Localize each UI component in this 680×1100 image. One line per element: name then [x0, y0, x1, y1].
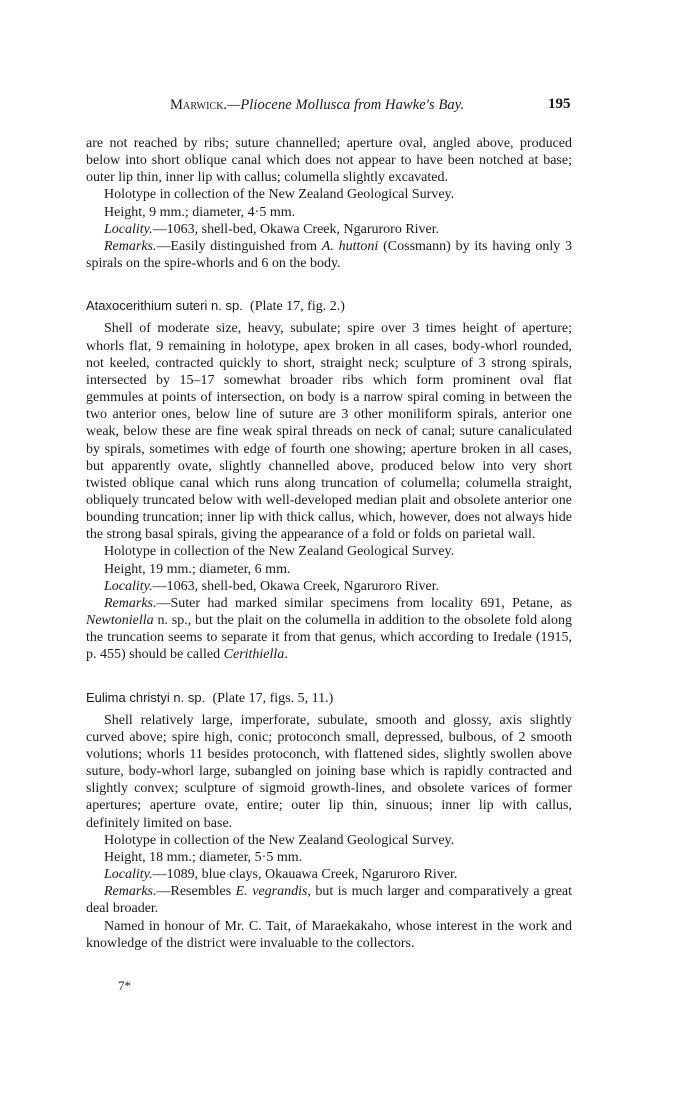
- plate-reference: (Plate 17, fig. 2.): [250, 299, 345, 315]
- species-reference: E. vegrandis: [235, 884, 308, 900]
- height-line: Height, 19 mm.; diameter, 6 mm.: [104, 561, 291, 577]
- genus-reference: Cerithiella: [223, 647, 285, 663]
- species-reference: A. huttoni: [321, 238, 379, 254]
- remarks-paragraph: [86, 238, 572, 272]
- locality-text: —1063, shell-bed, Okawa Creek, Ngaruroro River.: [152, 578, 440, 594]
- remarks-text: —Resembles: [156, 884, 232, 900]
- locality-label: Locality.: [104, 578, 153, 594]
- remarks-label: Remarks.: [104, 238, 157, 254]
- genus-reference: Newtoniella: [86, 613, 154, 629]
- remarks-text-end: .: [284, 647, 288, 663]
- species-heading: [86, 297, 572, 315]
- plate-reference: (Plate 17, figs. 5, 11.): [212, 690, 334, 706]
- remarks-text-middle: n. sp., but the plait on the columella in addition to the obsolete fold along the truncation seems to separate it from that genus, which according to Iredale (1915, p. 455) should be called: [86, 613, 572, 663]
- honour-paragraph: Named in honour of Mr. C. Tait, of Maraekakaho, whose interest in the work and knowledge of the district were invaluable to the collectors.: [86, 918, 572, 951]
- continued-paragraph: are not reached by ribs; suture channelled; aperture oval, angled above, produced below into short oblique canal which does not appear to have been notched at base; outer lip thin, inner lip with callus; columella slightly excavated.: [86, 136, 572, 186]
- locality-line: [86, 866, 572, 883]
- species-heading: [86, 689, 572, 707]
- holotype-line: Holotype in collection of the New Zealand Geological Survey.: [104, 187, 455, 203]
- height-line: Height, 9 mm.; diameter, 4·5 mm.: [104, 204, 296, 220]
- remarks-text-end: , but is much larger and comparatively a great deal broader.: [86, 884, 573, 917]
- remarks-text: —Easily distinguished from: [156, 238, 317, 254]
- remarks-text: —Suter had marked similar specimens from locality 691, Petane, as: [156, 595, 572, 611]
- species-name: Eulima christyi n. sp.: [86, 689, 206, 705]
- locality-label: Locality.: [104, 221, 153, 237]
- locality-text: —1063, shell-bed, Okawa Creek, Ngaruroro River.: [152, 221, 440, 237]
- remarks-paragraph: [86, 883, 572, 917]
- running-head-title: Pliocene Mollusca from Hawke's Bay.: [240, 97, 465, 113]
- running-head-author: Marwick: [170, 97, 224, 113]
- locality-line: [86, 578, 572, 595]
- holotype-line: Holotype in collection of the New Zealand Geological Survey.: [104, 832, 455, 848]
- height-line: Height, 18 mm.; diameter, 5·5 mm.: [104, 849, 303, 865]
- signature-mark: 7*: [118, 978, 131, 993]
- locality-text: —1089, blue clays, Okauawa Creek, Ngaruroro River.: [152, 867, 458, 883]
- locality-line: [86, 221, 572, 238]
- running-head: Marwick.—Pliocene Mollusca from Hawke's Bay.: [170, 97, 465, 113]
- species-description: Shell relatively large, imperforate, subulate, smooth and glossy, axis slightly curved above; spire high, conic; protoconch small, depressed, bulbous, of 2 smooth volutions; whorls 11 besides protoconch, with flattened sides, slightly swollen above suture, body-whorl large, subangled on joining base which is rapidly contracted and slightly convex; sculpture of sigmoid growth-lines, and obsolete varices of former apertures; aperture ovate, entire; outer lip thin, sinuous; inner lip with callus, definitely limited on base.: [86, 712, 572, 831]
- page-number: 195: [548, 96, 571, 112]
- species-name: Ataxocerithium suteri n. sp.: [86, 298, 243, 314]
- remarks-label: Remarks.: [104, 884, 157, 900]
- holotype-line: Holotype in collection of the New Zealand Geological Survey.: [104, 544, 455, 560]
- section-gap: [86, 272, 572, 297]
- locality-label: Locality.: [104, 867, 153, 883]
- body-text: [86, 135, 572, 952]
- remarks-paragraph: [86, 595, 572, 664]
- remarks-text-end: (Cossmann) by its having only 3 spirals on the spire-whorls and 6 on the body.: [86, 238, 573, 272]
- species-description: Shell of moderate size, heavy, subulate; spire over 3 times height of aperture; whorls flat, 9 remaining in holotype, apex broken in all cases, body-whorl rounded, not keeled, contracted quickly to short, straight neck; sculpture of 3 strong spirals, intersected by 15–17 somewhat broader ribs which form prominent oval flat gemmules at points of intersection, on body is a narrow spiral coming in between the two anterior ones, below line of suture are 3 other moniliform spirals, anterior one weak, below these are fine weak spiral threads on neck of canal; suture canaliculated by spirals, sometimes with edge of fourth one showing; aperture broken in all cases, but apparently ovate, slightly channelled above, produced below into very short twisted oblique canal which runs along truncation of columella; columella straight, obliquely truncated below with well-developed median plait and obsolete anterior one bounding truncation; inner lip with thick callus, which, however, does not always hide the strong basal spirals, giving the appearance of a fold or folds on parietal wall.: [86, 321, 572, 543]
- remarks-label: Remarks.: [104, 595, 157, 611]
- section-gap: [86, 664, 572, 689]
